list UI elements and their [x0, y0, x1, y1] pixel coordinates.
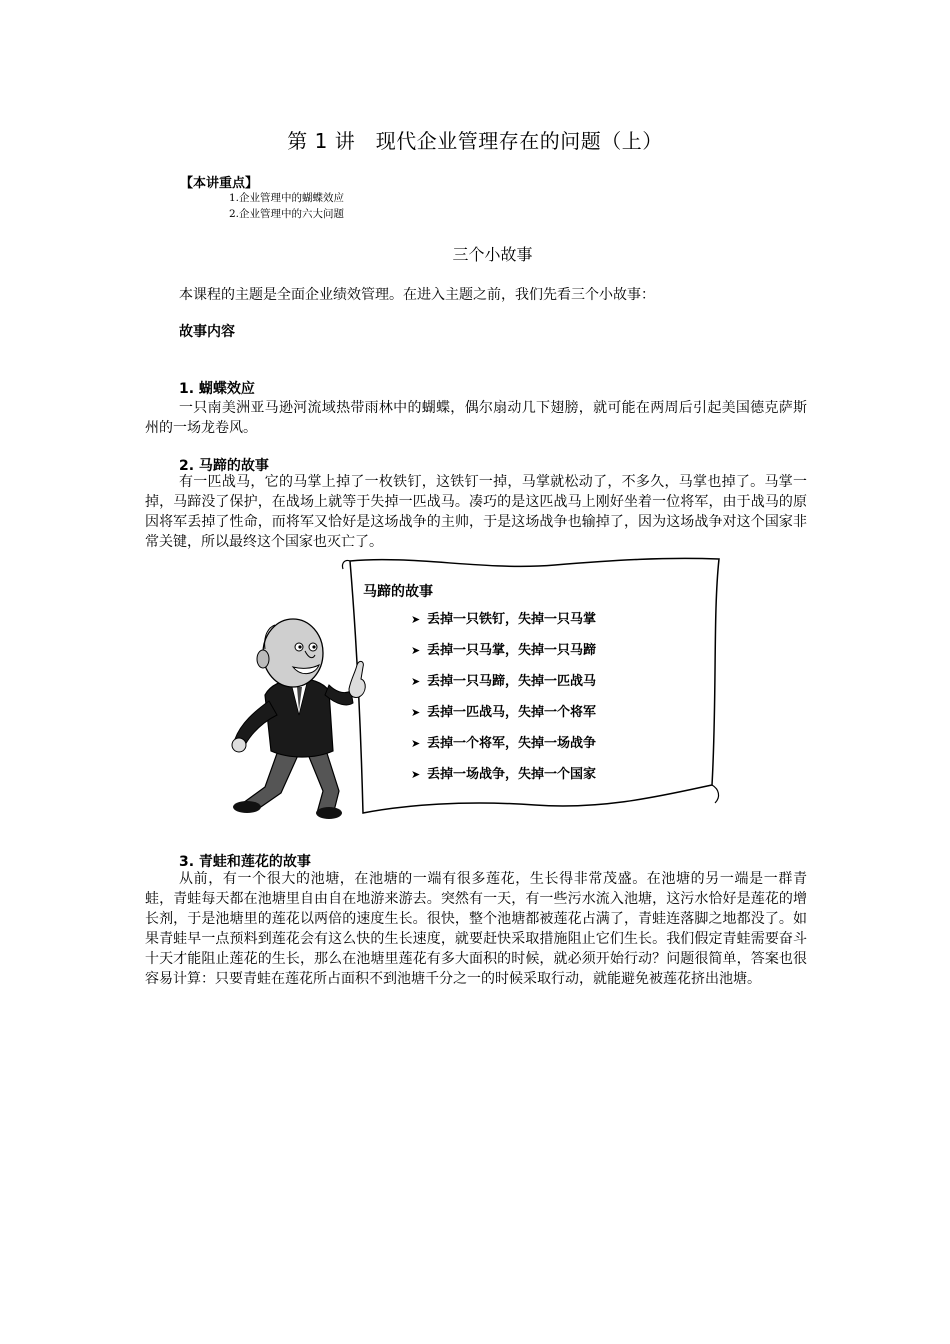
arrow-bullet-icon: ➤ — [411, 675, 421, 688]
illustration-title: 马蹄的故事 — [363, 584, 433, 600]
list-item-text: 丢掉一匹战马，失掉一个将军 — [427, 705, 597, 720]
section-title: 三个小故事 — [452, 245, 533, 264]
key-point-item: 1.企业管理中的蝴蝶效应 — [229, 192, 345, 204]
horseshoe-illustration — [225, 555, 725, 830]
story-text-horseshoe: 有一匹战马，它的马掌上掉了一枚铁钉，这铁钉一掉，马掌就松动了，不多久，马掌也掉了。马掌一掉，马蹄没了保护，在战场上就等于失掉一匹战马。凑巧的是这匹战马上刚好坐着一位将军，由于战马的原因将军丢掉了性命，而将军又恰好是这场战争的主帅，于是这场战争也输掉了，因为这场战争对这个国家非常关键，所以最终这个国家也灭亡了。 — [145, 474, 807, 550]
list-item — [411, 733, 596, 764]
lecture-title: 第 1 讲 现代企业管理存在的问题（上） — [287, 129, 663, 153]
list-item — [411, 702, 596, 733]
story-text-butterfly: 一只南美洲亚马逊河流域热带雨林中的蝴蝶，偶尔扇动几下翅膀，就可能在两周后引起美国德克萨斯州的一场龙卷风。 — [145, 400, 807, 436]
list-item-text: 丢掉一只铁钉，失掉一只马掌 — [427, 612, 597, 627]
intro-paragraph: 本课程的主题是全面企业绩效管理。在进入主题之前，我们先看三个小故事： — [179, 287, 655, 303]
story-content-heading: 故事内容 — [179, 324, 235, 340]
arrow-bullet-icon: ➤ — [411, 737, 421, 750]
list-item — [411, 671, 596, 702]
arrow-bullet-icon: ➤ — [411, 768, 421, 781]
story-heading-horseshoe: 2. 马蹄的故事 — [179, 458, 269, 474]
arrow-bullet-icon: ➤ — [411, 644, 421, 657]
list-item-text: 丢掉一个将军，失掉一场战争 — [427, 736, 597, 751]
list-item-text: 丢掉一只马掌，失掉一只马蹄 — [427, 643, 597, 658]
story-heading-frog-lotus: 3. 青蛙和莲花的故事 — [179, 854, 311, 870]
list-item — [411, 640, 596, 671]
illustration-list — [411, 609, 596, 795]
list-item — [411, 764, 596, 795]
arrow-bullet-icon: ➤ — [411, 613, 421, 626]
arrow-bullet-icon: ➤ — [411, 706, 421, 719]
list-item-text: 丢掉一只马蹄，失掉一匹战马 — [427, 674, 597, 689]
story-text-frog-lotus: 从前，有一个很大的池塘，在池塘的一端有很多莲花，生长得非常茂盛。在池塘的另一端是一群青蛙，青蛙每天都在池塘里自由自在地游来游去。突然有一天，有一些污水流入池塘，这污水恰好是莲花的增长剂，于是池塘里的莲花以两倍的速度生长。很快，整个池塘都被莲花占满了，青蛙连落脚之地都没了。如果青蛙早一点预料到莲花会有这么快的生长速度，就要赶快采取措施阻止它们生长。我们假定青蛙需要奋斗十天才能阻止莲花的生长，那么在池塘里莲花有多大面积的时候，就必须开始行动？问题很简单，答案也很容易计算：只要青蛙在莲花所占面积不到池塘千分之一的时候采取行动，就能避免被莲花挤出池塘。 — [145, 871, 807, 987]
list-item-text: 丢掉一场战争，失掉一个国家 — [427, 767, 597, 782]
cartoon-man-icon — [232, 619, 365, 819]
key-point-item: 2.企业管理中的六大问题 — [229, 208, 345, 220]
list-item — [411, 609, 596, 640]
key-points-label: 【本讲重点】 — [180, 176, 259, 191]
story-heading-butterfly: 1. 蝴蝶效应 — [179, 381, 255, 397]
